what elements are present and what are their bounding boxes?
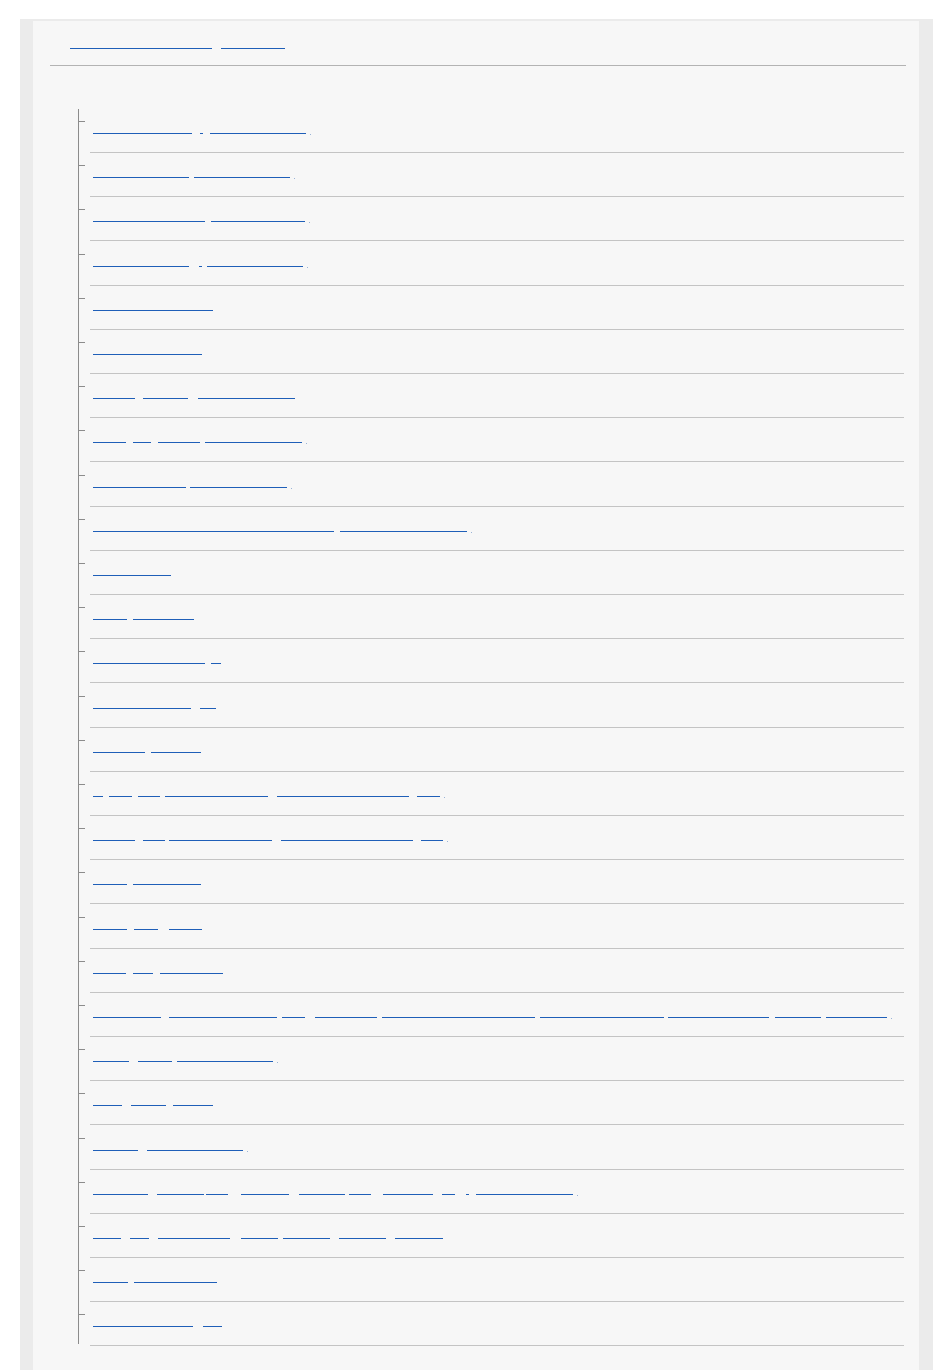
- list-item-13-link-2[interactable]: [211, 663, 221, 664]
- list-item-1-link-1[interactable]: [93, 133, 192, 134]
- tree-branch-tick: [79, 1138, 85, 1139]
- list-item-25-link-9[interactable]: [466, 1194, 469, 1195]
- trailing-punctuation: [471, 532, 472, 533]
- list-item-1-link-2[interactable]: [200, 133, 203, 134]
- row-divider: [90, 771, 904, 772]
- list-item-25-link-10[interactable]: [476, 1194, 573, 1195]
- list-item-10-link-1[interactable]: [93, 531, 334, 532]
- tree-branch-tick: [79, 828, 85, 829]
- row-divider: [90, 1036, 904, 1037]
- list-item-27-link-2[interactable]: [134, 1282, 217, 1283]
- tree-branch-tick: [79, 165, 85, 166]
- trailing-punctuation: [294, 178, 295, 179]
- row-divider: [90, 815, 904, 816]
- list-item-21-link-6[interactable]: [540, 1017, 664, 1018]
- list-item-26-link-4[interactable]: [241, 1238, 278, 1239]
- list-item-13-link-1[interactable]: [93, 663, 205, 664]
- list-item-21-link-3[interactable]: [282, 1017, 305, 1018]
- tree-branch-tick: [79, 209, 85, 210]
- row-divider: [90, 992, 904, 993]
- list-item-23-link-2[interactable]: [131, 1105, 166, 1106]
- list-item-25-link-5[interactable]: [299, 1194, 345, 1195]
- list-item-8-link-3[interactable]: [158, 442, 200, 443]
- row-divider: [90, 682, 904, 683]
- list-item-7-link-3[interactable]: [198, 398, 295, 399]
- list-item-12-link-2[interactable]: [133, 619, 194, 620]
- list-item-12-link-1[interactable]: [93, 619, 127, 620]
- list-item-21-link-9[interactable]: [826, 1017, 887, 1018]
- row-divider: [90, 152, 904, 153]
- row-divider: [90, 1345, 904, 1346]
- list-item-18-link-1[interactable]: [93, 884, 127, 885]
- list-item-24-link-2[interactable]: [147, 1150, 243, 1151]
- list-item-19-link-1[interactable]: [93, 929, 127, 930]
- row-divider: [90, 1257, 904, 1258]
- trailing-punctuation: [247, 1151, 248, 1152]
- tree-branch-tick: [79, 563, 85, 564]
- tree-branch-tick: [79, 784, 85, 785]
- list-item-21-link-8[interactable]: [775, 1017, 821, 1018]
- list-item-20-link-3[interactable]: [160, 973, 223, 974]
- content-panel: [33, 21, 919, 1370]
- list-item-26-link-3[interactable]: [158, 1238, 230, 1239]
- list-item-16-link-3[interactable]: [138, 796, 160, 797]
- list-item-25-link-6[interactable]: [349, 1194, 371, 1195]
- row-divider: [90, 727, 904, 728]
- trailing-punctuation: [447, 841, 448, 842]
- list-item-2-link-2[interactable]: [194, 177, 290, 178]
- row-divider: [90, 240, 904, 241]
- row-divider: [90, 550, 904, 551]
- list-item-17-link-5[interactable]: [421, 840, 443, 841]
- breadcrumb: [0, 0, 950, 70]
- list-item-24-link-1[interactable]: [93, 1150, 138, 1151]
- list-item-28-link-1[interactable]: [93, 1326, 193, 1327]
- list-item-7-link-2[interactable]: [143, 398, 188, 399]
- list-item-23-link-1[interactable]: [93, 1105, 122, 1106]
- list-item-6-link-1[interactable]: [93, 354, 202, 355]
- list-item-18-link-2[interactable]: [133, 884, 201, 885]
- trailing-punctuation: [307, 267, 308, 268]
- list-item-5-link-1[interactable]: [93, 310, 213, 311]
- list-item-22-link-1[interactable]: [93, 1061, 129, 1062]
- list-item-8-link-1[interactable]: [93, 442, 126, 443]
- list-item-8-link-4[interactable]: [205, 442, 302, 443]
- row-divider: [90, 285, 904, 286]
- list-item-3-link-1[interactable]: [93, 221, 205, 222]
- tree-branch-tick: [79, 1093, 85, 1094]
- tree-branch-tick: [79, 475, 85, 476]
- trailing-punctuation: [444, 797, 445, 798]
- row-divider: [90, 417, 904, 418]
- list-item-28-link-2[interactable]: [203, 1326, 222, 1327]
- list-item-16-link-2[interactable]: [109, 796, 132, 797]
- tree-branch-tick: [79, 1314, 85, 1315]
- list-item-3-link-2[interactable]: [211, 221, 305, 222]
- list-item-9-link-2[interactable]: [190, 487, 287, 488]
- tree-branch-tick: [79, 121, 85, 122]
- list-item-15-link-1[interactable]: [93, 752, 145, 753]
- tree-branch-tick: [79, 607, 85, 608]
- list-item-4-link-3[interactable]: [207, 266, 303, 267]
- row-divider: [90, 461, 904, 462]
- trailing-punctuation: [891, 1018, 892, 1019]
- trailing-punctuation: [277, 1062, 278, 1063]
- list-item-16-link-1[interactable]: [93, 796, 103, 797]
- tree-branch-tick: [79, 961, 85, 962]
- row-divider: [90, 1169, 904, 1170]
- trailing-punctuation: [309, 222, 310, 223]
- list-item-21-link-5[interactable]: [382, 1017, 535, 1018]
- list-item-25-link-1[interactable]: [93, 1194, 148, 1195]
- row-divider: [90, 1301, 904, 1302]
- trailing-punctuation: [291, 488, 292, 489]
- tree-branch-tick: [79, 254, 85, 255]
- list-item-17-link-4[interactable]: [281, 840, 413, 841]
- trailing-punctuation: [306, 443, 307, 444]
- list-item-26-link-6[interactable]: [339, 1238, 386, 1239]
- tree-branch-tick: [79, 696, 85, 697]
- tree-branch-tick: [79, 1182, 85, 1183]
- list-item-1-link-3[interactable]: [210, 133, 306, 134]
- list-item-22-link-2[interactable]: [138, 1061, 172, 1062]
- tree-branch-tick: [79, 1049, 85, 1050]
- list-item-26-link-2[interactable]: [130, 1238, 149, 1239]
- list-item-7-link-1[interactable]: [93, 398, 135, 399]
- list-item-19-link-2[interactable]: [134, 929, 158, 930]
- list-item-26-link-1[interactable]: [93, 1238, 121, 1239]
- list-item-20-link-1[interactable]: [93, 973, 126, 974]
- list-item-19-link-3[interactable]: [169, 929, 202, 930]
- row-divider: [90, 1080, 904, 1081]
- row-divider: [90, 859, 904, 860]
- list-item-14-link-1[interactable]: [93, 708, 191, 709]
- list-item-25-link-7[interactable]: [383, 1194, 433, 1195]
- row-divider: [90, 1213, 904, 1214]
- list-item-26-link-7[interactable]: [395, 1238, 443, 1239]
- row-divider: [90, 903, 904, 904]
- list-item-15-link-2[interactable]: [151, 752, 201, 753]
- row-divider: [90, 638, 904, 639]
- list-item-21-link-7[interactable]: [668, 1017, 769, 1018]
- tree-line: [78, 109, 79, 1344]
- tree-branch-tick: [79, 386, 85, 387]
- trailing-punctuation: [310, 134, 311, 135]
- list-item-16-link-6[interactable]: [417, 796, 440, 797]
- row-divider: [90, 329, 904, 330]
- list-item-14-link-2[interactable]: [200, 708, 216, 709]
- row-divider: [90, 506, 904, 507]
- tree-branch-tick: [79, 651, 85, 652]
- list-item-21-link-1[interactable]: [93, 1017, 161, 1018]
- tree-branch-tick: [79, 430, 85, 431]
- list-item-17-link-3[interactable]: [169, 840, 272, 841]
- list-item-9-link-1[interactable]: [93, 487, 186, 488]
- tree-branch-tick: [79, 1005, 85, 1006]
- row-divider: [90, 594, 904, 595]
- row-divider: [90, 373, 904, 374]
- list-item-25-link-3[interactable]: [206, 1194, 228, 1195]
- list-item-22-link-3[interactable]: [177, 1061, 273, 1062]
- list-item-16-link-4[interactable]: [165, 796, 268, 797]
- header-divider: [50, 65, 906, 66]
- list-item-21-link-2[interactable]: [169, 1017, 277, 1018]
- tree-branch-tick: [79, 1226, 85, 1227]
- trailing-punctuation: [577, 1195, 578, 1196]
- list-item-11-link-1[interactable]: [93, 575, 171, 576]
- list-item-4-link-2[interactable]: [199, 266, 202, 267]
- list-item-27-link-1[interactable]: [93, 1282, 128, 1283]
- list-item-10-link-2[interactable]: [340, 531, 467, 532]
- list-item-17-link-1[interactable]: [93, 840, 135, 841]
- row-divider: [90, 1124, 904, 1125]
- tree-branch-tick: [79, 917, 85, 918]
- list-item-2-link-1[interactable]: [93, 177, 189, 178]
- tree-branch-tick: [79, 342, 85, 343]
- tree-branch-tick: [79, 1270, 85, 1271]
- tree-branch-tick: [79, 519, 85, 520]
- list-item-25-link-2[interactable]: [157, 1194, 204, 1195]
- tree-branch-tick: [79, 872, 85, 873]
- list-item-25-link-4[interactable]: [241, 1194, 289, 1195]
- tree-branch-tick: [79, 740, 85, 741]
- list-item-26-link-5[interactable]: [283, 1238, 330, 1239]
- list-item-16-link-5[interactable]: [277, 796, 409, 797]
- list-item-20-link-2[interactable]: [133, 973, 153, 974]
- list-item-25-link-8[interactable]: [442, 1194, 455, 1195]
- breadcrumb-link-2[interactable]: [221, 48, 285, 49]
- tree-branch-tick: [79, 298, 85, 299]
- row-divider: [90, 948, 904, 949]
- list-item-17-link-2[interactable]: [143, 840, 165, 841]
- list-item-23-link-3[interactable]: [173, 1105, 213, 1106]
- breadcrumb-link-1[interactable]: [70, 48, 212, 49]
- list-item-4-link-1[interactable]: [93, 266, 189, 267]
- row-divider: [90, 196, 904, 197]
- list-item-21-link-4[interactable]: [315, 1017, 377, 1018]
- list-item-8-link-2[interactable]: [133, 442, 151, 443]
